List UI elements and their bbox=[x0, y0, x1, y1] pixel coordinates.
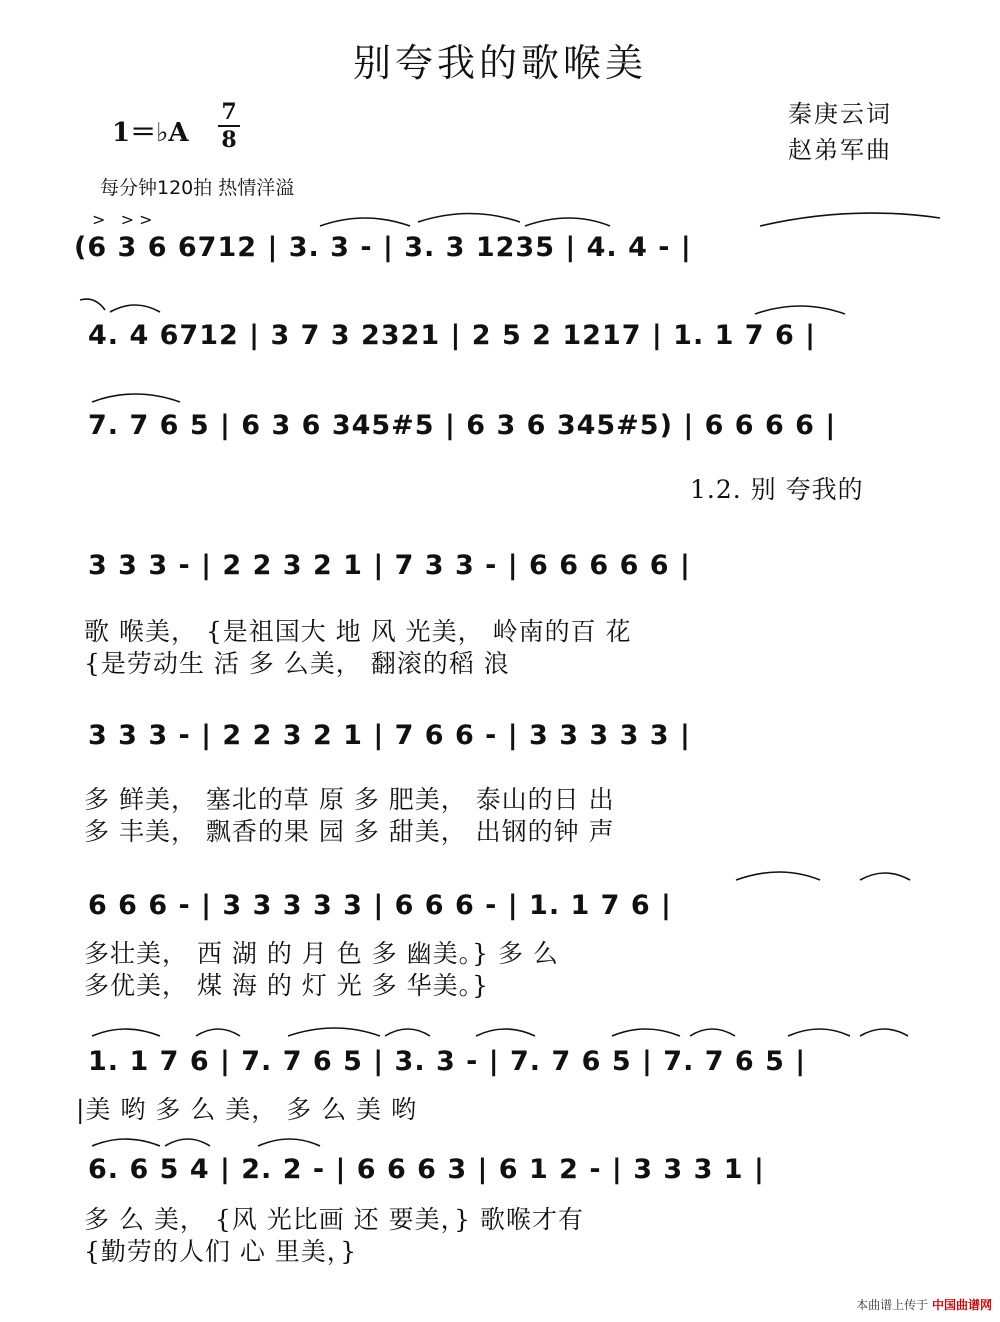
notation-row-7: 1. 1 7 6 | 7. 7 6 5 | 3. 3 - | 7. 7 6 5 | 7. 7 6 5 | bbox=[88, 1046, 807, 1077]
key-signature: 1＝♭A bbox=[112, 118, 189, 148]
notation-row-5: 3 3 3 - | 2 2 3 2 1 | 7 6 6 - | 3 3 3 3 3 | bbox=[88, 720, 691, 751]
song-title: 别夸我的歌喉美 bbox=[352, 41, 647, 85]
footer-credit bbox=[856, 1296, 992, 1313]
lyric-row-4-verse-1: 歌 喉美， {是祖国大 地 风 光美， 岭南的百 花 bbox=[84, 617, 632, 646]
lyric-row-6-verse-2: 多优美， 煤 海 的 灯 光 多 华美。} bbox=[84, 971, 490, 1000]
footer-site: 中国曲谱网 bbox=[931, 1298, 992, 1312]
notation-row-3: 7. 7 6 5 | 6 3 6 345#5 | 6 3 6 345#5) | 6 6 6 6 | bbox=[88, 410, 837, 441]
lyric-row-8-verse-2: {勤劳的人们 心 里美，} bbox=[84, 1237, 358, 1266]
notation-row-2: 4. 4 6712 | 3 7 3 2321 | 2 5 2 1217 | 1. 1 7 6 | bbox=[88, 320, 817, 351]
notation-row-1: (6 3 6 6712 | 3. 3 - | 3. 3 1235 | 4. 4 - | bbox=[74, 232, 692, 263]
lyric-row-8-verse-1: 多 么 美， {风 光比画 还 要美，} 歌喉才有 bbox=[84, 1205, 584, 1234]
lyric-row-4-verse-2: {是劳动生 活 多 么美， 翻滚的稻 浪 bbox=[84, 649, 510, 678]
accent-marks: > > > bbox=[92, 210, 153, 229]
lyric-row-5-verse-1: 多 鲜美， 塞北的草 原 多 肥美， 泰山的日 出 bbox=[84, 785, 615, 814]
lyric-row-3: 1.2. 别 夸我的 bbox=[690, 475, 864, 504]
lyric-row-7: |美 哟 多 么 美， 多 么 美 哟 bbox=[76, 1095, 417, 1124]
lyricist-credit: 秦庚云词 bbox=[788, 100, 892, 128]
time-signature-bottom: 8 bbox=[221, 127, 237, 153]
tempo-marking: 每分钟120拍 热情洋溢 bbox=[100, 177, 295, 199]
footer-prefix: 本曲谱上传于 bbox=[856, 1298, 929, 1312]
composer-credit: 赵弟军曲 bbox=[788, 136, 892, 164]
lyric-row-5-verse-2: 多 丰美， 飘香的果 园 多 甜美， 出钢的钟 声 bbox=[84, 817, 615, 846]
notation-row-4: 3 3 3 - | 2 2 3 2 1 | 7 3 3 - | 6 6 6 6 6 | bbox=[88, 550, 691, 581]
notation-row-6: 6 6 6 - | 3 3 3 3 3 | 6 6 6 - | 1. 1 7 6 | bbox=[88, 890, 672, 921]
notation-row-8: 6. 6 5 4 | 2. 2 - | 6 6 6 3 | 6 1 2 - | 3 3 3 1 | bbox=[88, 1154, 765, 1185]
time-signature-top: 7 bbox=[221, 99, 237, 125]
lyric-row-6-verse-1: 多壮美， 西 湖 的 月 色 多 幽美。} 多 么 bbox=[84, 939, 559, 968]
